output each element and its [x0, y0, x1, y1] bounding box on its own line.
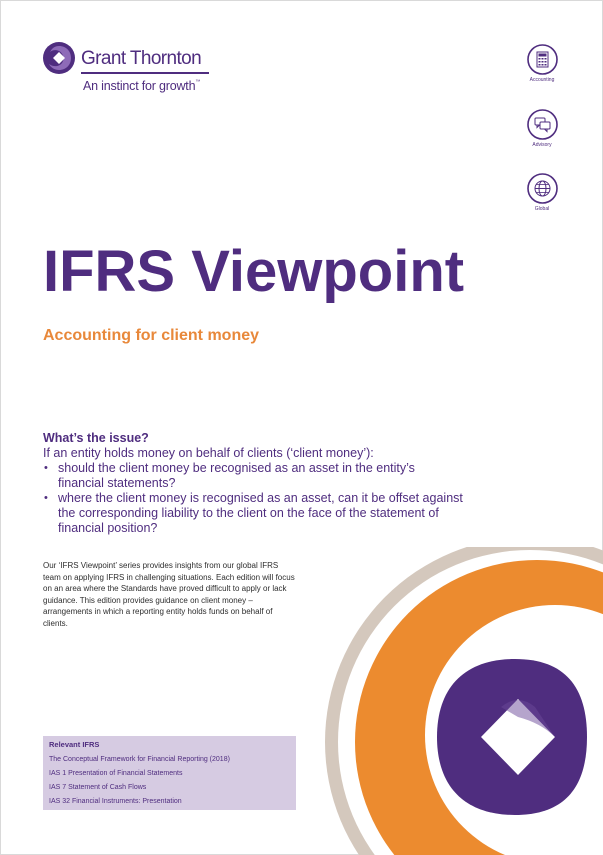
advisory-label: Advisory — [532, 142, 552, 148]
globe-icon — [527, 173, 558, 204]
accounting-label: Accounting — [529, 77, 555, 83]
logo-mark-icon — [43, 42, 75, 74]
calculator-icon — [527, 44, 558, 75]
issue-list — [43, 461, 463, 536]
advisory-link[interactable] — [525, 109, 559, 148]
logo-name: Grant Thornton — [81, 48, 202, 69]
global-link[interactable] — [525, 173, 559, 212]
logo-divider — [81, 72, 209, 74]
logo-tagline: An instinct for growth™ — [83, 79, 201, 93]
issue-intro: If an entity holds money on behalf of clients (‘client money’): — [43, 446, 374, 460]
issue-section — [43, 431, 463, 536]
global-label: Global — [534, 206, 550, 212]
relevant-ifrs-item: The Conceptual Framework for Financial Reporting (2018) — [49, 756, 230, 763]
relevant-ifrs-item: IAS 7 Statement of Cash Flows — [49, 784, 147, 791]
page-subtitle: Accounting for client money — [43, 327, 260, 344]
relevant-ifrs-item: IAS 1 Presentation of Financial Statements — [49, 770, 183, 777]
issue-heading: What’s the issue? — [43, 431, 149, 445]
page-title: IFRS Viewpoint — [43, 239, 465, 304]
series-intro-paragraph: Our ‘IFRS Viewpoint’ series provides insights from our global IFRS team on applying IFRS in challenging situations. Each edition will focus on an area where the Standards have proved difficult to apply or lack guidance. This edition provides guidance on client money – arrangements in which a reporting entity holds funds on behalf of clients. — [43, 561, 295, 628]
issue-bullet: • where the client money is recognised as an asset, can it be offset against the corresponding liability to the client on the face of the statement of financial position? — [43, 491, 463, 536]
chat-bubbles-icon — [527, 109, 558, 140]
relevant-ifrs-heading: Relevant IFRS — [49, 740, 100, 749]
relevant-ifrs-item: IAS 32 Financial Instruments: Presentation — [49, 798, 182, 805]
brand-graphic — [315, 547, 603, 855]
accounting-link[interactable] — [525, 44, 559, 83]
issue-bullet: • should the client money be recognised as an asset in the entity’s financial statements? — [43, 461, 463, 491]
relevant-ifrs-box — [43, 736, 296, 810]
